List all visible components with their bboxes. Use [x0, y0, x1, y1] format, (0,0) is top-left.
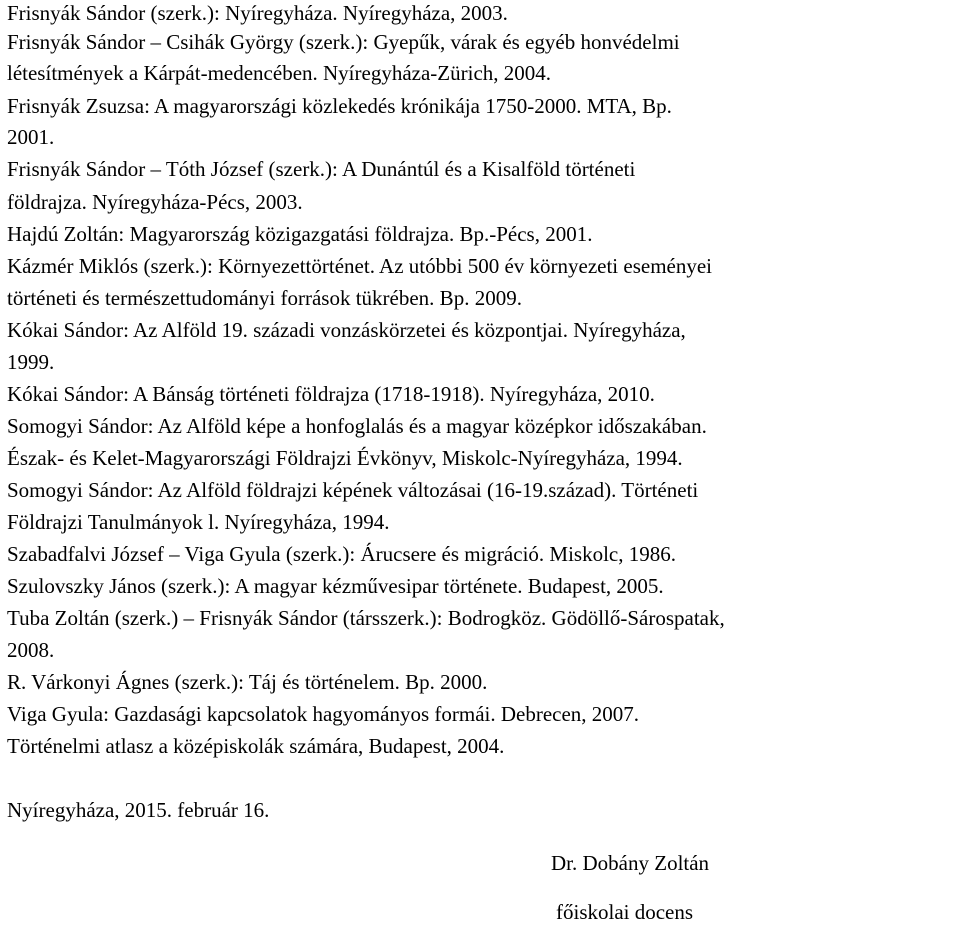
bibliography-line-18: Szabadfalvi József – Viga Gyula (szerk.): Árucsere és migráció. Miskolc, 1986. [7, 542, 676, 566]
bibliography-line-13: Kókai Sándor: A Bánság történeti földrajza (1718-1918). Nyíregyháza, 2010. [7, 382, 655, 406]
bibliography-line-14: Somogyi Sándor: Az Alföld képe a honfoglalás és a magyar középkor időszakában. [7, 414, 707, 438]
bibliography-line-7: földrajza. Nyíregyháza-Pécs, 2003. [7, 190, 303, 214]
bibliography-line-12: 1999. [7, 350, 55, 374]
bibliography-line-16: Somogyi Sándor: Az Alföld földrajzi képének változásai (16-19.század). Történeti [7, 478, 699, 502]
bibliography-line-2: Frisnyák Sándor – Csihák György (szerk.): Gyepűk, várak és egyéb honvédelmi [7, 30, 680, 54]
signer-title: főiskolai docens [556, 900, 694, 924]
bibliography-line-21: 2008. [7, 638, 55, 662]
signer-name: Dr. Dobány Zoltán [551, 851, 710, 875]
bibliography-line-10: történeti és természettudományi források tükrében. Bp. 2009. [7, 286, 522, 310]
bibliography-line-17: Földrajzi Tanulmányok l. Nyíregyháza, 1994. [7, 510, 390, 534]
bibliography-line-23: Viga Gyula: Gazdasági kapcsolatok hagyományos formái. Debrecen, 2007. [7, 702, 640, 726]
bibliography-line-4: Frisnyák Zsuzsa: A magyarországi közlekedés krónikája 1750-2000. MTA, Bp. [7, 94, 672, 118]
place-date: Nyíregyháza, 2015. február 16. [7, 798, 270, 822]
bibliography-line-20: Tuba Zoltán (szerk.) – Frisnyák Sándor (társszerk.): Bodrogköz. Gödöllő-Sárospatak, [7, 606, 725, 630]
bibliography-line-15: Észak- és Kelet-Magyarországi Földrajzi Évkönyv, Miskolc-Nyíregyháza, 1994. [7, 446, 683, 470]
bibliography-line-9: Kázmér Miklós (szerk.): Környezettörténet. Az utóbbi 500 év környezeti eseményei [7, 254, 713, 278]
bibliography-line-22: R. Várkonyi Ágnes (szerk.): Táj és történelem. Bp. 2000. [7, 670, 488, 694]
bibliography-line-8: Hajdú Zoltán: Magyarország közigazgatási földrajza. Bp.-Pécs, 2001. [7, 222, 593, 246]
bibliography-line-11: Kókai Sándor: Az Alföld 19. századi vonzáskörzetei és központjai. Nyíregyháza, [7, 318, 686, 342]
bibliography-line-24: Történelmi atlasz a középiskolák számára, Budapest, 2004. [7, 734, 505, 758]
bibliography-line-5: 2001. [7, 125, 55, 149]
bibliography-line-19: Szulovszky János (szerk.): A magyar kézművesipar története. Budapest, 2005. [7, 574, 664, 598]
bibliography-line-1: Frisnyák Sándor (szerk.): Nyíregyháza. Nyíregyháza, 2003. [7, 1, 508, 25]
bibliography-line-6: Frisnyák Sándor – Tóth József (szerk.): A Dunántúl és a Kisalföld történeti [7, 157, 636, 181]
bibliography-line-3: létesítmények a Kárpát-medencében. Nyíregyháza-Zürich, 2004. [7, 61, 552, 85]
